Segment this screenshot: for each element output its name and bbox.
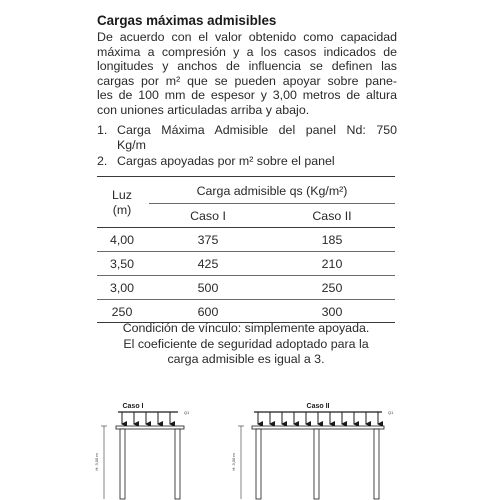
table-cell-caso1: 425 — [197, 257, 219, 271]
load-label: Q1 — [388, 410, 394, 415]
load-arrows — [122, 412, 170, 424]
footnote-line: El coeficiente de seguridad adoptado para la — [123, 336, 369, 351]
panel-right — [374, 429, 379, 499]
caso-1-label: Caso I — [122, 403, 144, 410]
table-cell-luz: 250 — [111, 305, 133, 319]
load-cases-diagram — [0, 390, 500, 500]
panel-right — [175, 429, 180, 499]
table-rule-sub — [149, 203, 395, 204]
luz-header-line: (m) — [112, 203, 132, 217]
numbered-list — [97, 123, 397, 169]
table-cell-caso2: 185 — [321, 233, 343, 247]
panel-middle — [314, 429, 319, 499]
paragraph-line: De acuerdo con el valor obtenido como capacidad — [97, 30, 397, 44]
list-item-text: Cargas apoyadas por m² sobre el panel — [117, 154, 335, 169]
list-number: 1. — [97, 123, 108, 137]
load-arrows — [258, 412, 378, 424]
luz-header-line: Luz — [112, 188, 132, 202]
table-row-rule — [97, 275, 395, 276]
group-header: Carga admisible qs (Kg/m²) — [196, 184, 348, 198]
paragraph-line: cargas por m² que se pueden apoyar sobre pane- — [97, 73, 397, 88]
table-rule-header — [97, 227, 395, 228]
footnote — [97, 321, 395, 368]
footnote-line: Condición de vínculo: simplemente apoyada. — [122, 321, 370, 335]
paragraph-line: longitudes y anchos de influencia se definen las — [97, 59, 397, 74]
luz-header — [97, 188, 147, 218]
table-cell-caso1: 375 — [197, 233, 219, 247]
paragraph-line: les de 100 mm de espesor y 3,00 metros de altura — [97, 88, 397, 103]
table-cell-caso2: 250 — [321, 281, 343, 295]
table-row-rule — [97, 299, 395, 300]
top-beam — [116, 426, 184, 429]
caso-1-diagram — [94, 403, 190, 499]
table-row-rule — [97, 251, 395, 252]
table-cell-caso2: 300 — [321, 305, 343, 319]
section-heading: Cargas máximas admisibles — [97, 13, 277, 28]
caso-2-diagram — [231, 403, 394, 499]
sub-header-caso-2: Caso II — [312, 209, 352, 223]
panel-left — [256, 429, 261, 499]
height-label: H: 3,00 m — [231, 453, 236, 471]
height-label: H: 3,00 m — [94, 453, 99, 471]
intro-paragraph — [97, 30, 397, 118]
caso-2-label: Caso II — [306, 403, 330, 410]
list-number: 2. — [97, 154, 108, 169]
list-item-text: Carga Máxima Admisible del panel Nd: 750 — [117, 123, 397, 137]
list-item-text: Kg/m — [117, 137, 146, 152]
list-item — [97, 123, 397, 152]
table-cell-luz: 4,00 — [109, 233, 135, 247]
table-cell-luz: 3,00 — [109, 281, 135, 295]
paragraph-line: con uniones articuladas arriba y abajo. — [97, 102, 310, 117]
top-beam — [252, 426, 384, 429]
load-label: Q1 — [184, 410, 190, 415]
table-cell-caso1: 500 — [197, 281, 219, 295]
list-item — [97, 154, 397, 169]
table-cell-caso2: 210 — [321, 257, 343, 271]
panel-left — [120, 429, 125, 499]
paragraph-line: máxima a compresión y a los casos indicados de — [97, 44, 397, 59]
table-cell-caso1: 600 — [197, 305, 219, 319]
table-rule-top — [97, 176, 395, 177]
table-cell-luz: 3,50 — [109, 257, 135, 271]
footnote-line: carga admisible es igual a 3. — [167, 352, 325, 367]
sub-header-caso-1: Caso I — [190, 209, 226, 223]
